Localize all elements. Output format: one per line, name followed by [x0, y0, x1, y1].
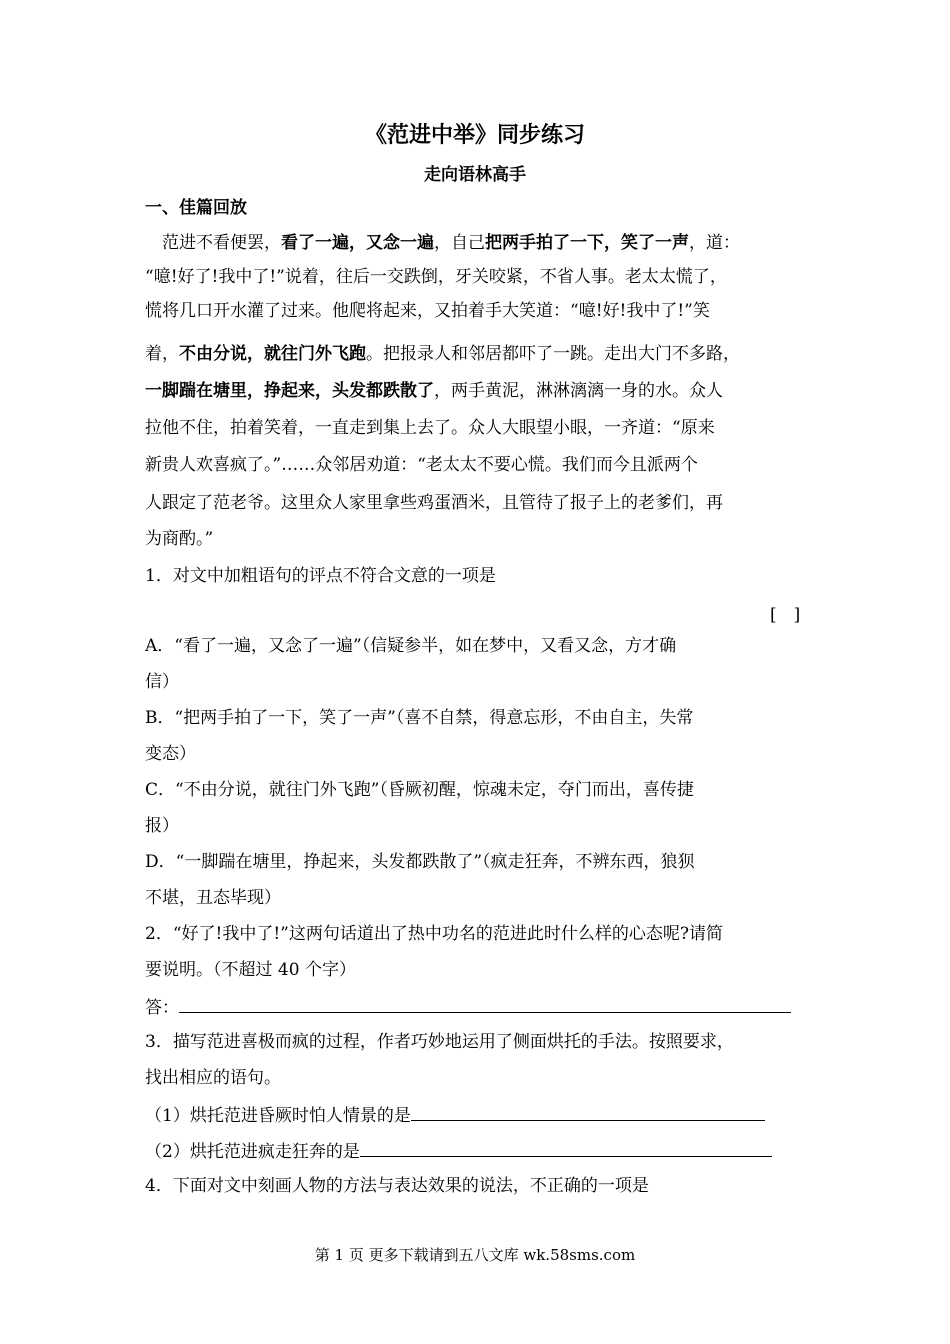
answer-bracket: [ ] — [770, 605, 801, 625]
passage-line-1 — [145, 231, 740, 255]
option-d-cont: 不堪，丑态毕现） — [145, 888, 281, 908]
passage-line-4 — [145, 342, 740, 366]
section-heading: 一、佳篇回放 — [145, 198, 247, 218]
answer-label: 答： — [145, 998, 179, 1018]
option-c: C．“不由分说，就往门外飞跑”（昏厥初醒，惊魂未定，夺门而出，喜传捷 — [145, 780, 694, 800]
passage-text: 。把报录人和邻居都吓了一跳。走出大门不多路， — [366, 344, 740, 364]
bold-phrase: 把两手拍了一下，笑了一声 — [485, 233, 689, 253]
question-2-answer — [145, 994, 791, 1020]
answer-blank[interactable] — [179, 994, 791, 1013]
option-b-cont: 变态） — [145, 744, 196, 764]
option-c-cont: 报） — [145, 816, 179, 836]
passage-line-2: “噫!好了!我中了!”说着，往后一交跌倒，牙关咬紧，不省人事。老太太慌了， — [145, 267, 727, 287]
passage-line-3: 慌将几口开水灌了过来。他爬将起来，又拍着手大笑道：“噫!好!我中了!”笑 — [145, 301, 710, 321]
option-a-cont: 信） — [145, 672, 179, 692]
passage-text: ，道： — [689, 233, 740, 253]
option-d: D．“一脚踹在塘里，挣起来，头发都跌散了”（疯走狂奔，不辨东西，狼狈 — [145, 852, 695, 872]
question-3-sub-1 — [145, 1102, 765, 1128]
question-3-sub-2 — [145, 1138, 772, 1164]
passage-line-5 — [145, 379, 723, 403]
passage-text: ，两手黄泥，淋淋漓漓一身的水。众人 — [434, 381, 723, 401]
answer-blank[interactable] — [411, 1102, 765, 1121]
question-2-line-1: 2．“好了!我中了!”这两句话道出了热中功名的范进此时什么样的心态呢?请简 — [145, 924, 723, 944]
option-b: B．“把两手拍了一下，笑了一声”（喜不自禁，得意忘形，不由自主，失常 — [145, 708, 694, 728]
question-3-line-2: 找出相应的语句。 — [145, 1068, 281, 1088]
passage-line-9: 为商酌。” — [145, 529, 214, 549]
question-2-line-2: 要说明。（不超过 40 个字） — [145, 960, 356, 980]
passage-line-7: 新贵人欢喜疯了。”……众邻居劝道：“老太太不要心慌。我们而今且派两个 — [145, 455, 698, 475]
passage-text: 着， — [145, 344, 179, 364]
sub-question-text: （2）烘托范进疯走狂奔的是 — [145, 1142, 360, 1162]
passage-text: ，自己 — [434, 233, 485, 253]
page-footer: 第 1 页 更多下载请到五八文库 wk.58sms.com — [314, 1246, 636, 1264]
passage-line-6: 拉他不住，拍着笑着，一直走到集上去了。众人大眼望小眼，一齐道：“原来 — [145, 418, 715, 438]
page-title: 《范进中举》同步练习 — [364, 123, 585, 148]
question-4-line-1: 4．下面对文中刻画人物的方法与表达效果的说法，不正确的一项是 — [145, 1176, 649, 1196]
answer-blank[interactable] — [360, 1138, 772, 1157]
bold-phrase: 一脚踹在塘里，挣起来，头发都跌散了 — [145, 381, 434, 401]
passage-text: 范进不看便罢， — [145, 233, 281, 253]
question-1-stem: 1．对文中加粗语句的评点不符合文意的一项是 — [145, 566, 496, 586]
bold-phrase: 不由分说，就往门外飞跑 — [179, 344, 366, 364]
option-a: A．“看了一遍，又念了一遍”（信疑参半，如在梦中，又看又念，方才确 — [145, 636, 677, 656]
passage-line-8: 人跟定了范老爷。这里众人家里拿些鸡蛋酒米，且管待了报子上的老爹们，再 — [145, 493, 723, 513]
page-subtitle: 走向语林高手 — [424, 165, 526, 185]
bold-phrase: 看了一遍，又念一遍 — [281, 233, 434, 253]
question-3-line-1: 3．描写范进喜极而疯的过程，作者巧妙地运用了侧面烘托的手法。按照要求， — [145, 1032, 734, 1052]
sub-question-text: （1）烘托范进昏厥时怕人情景的是 — [145, 1106, 411, 1126]
